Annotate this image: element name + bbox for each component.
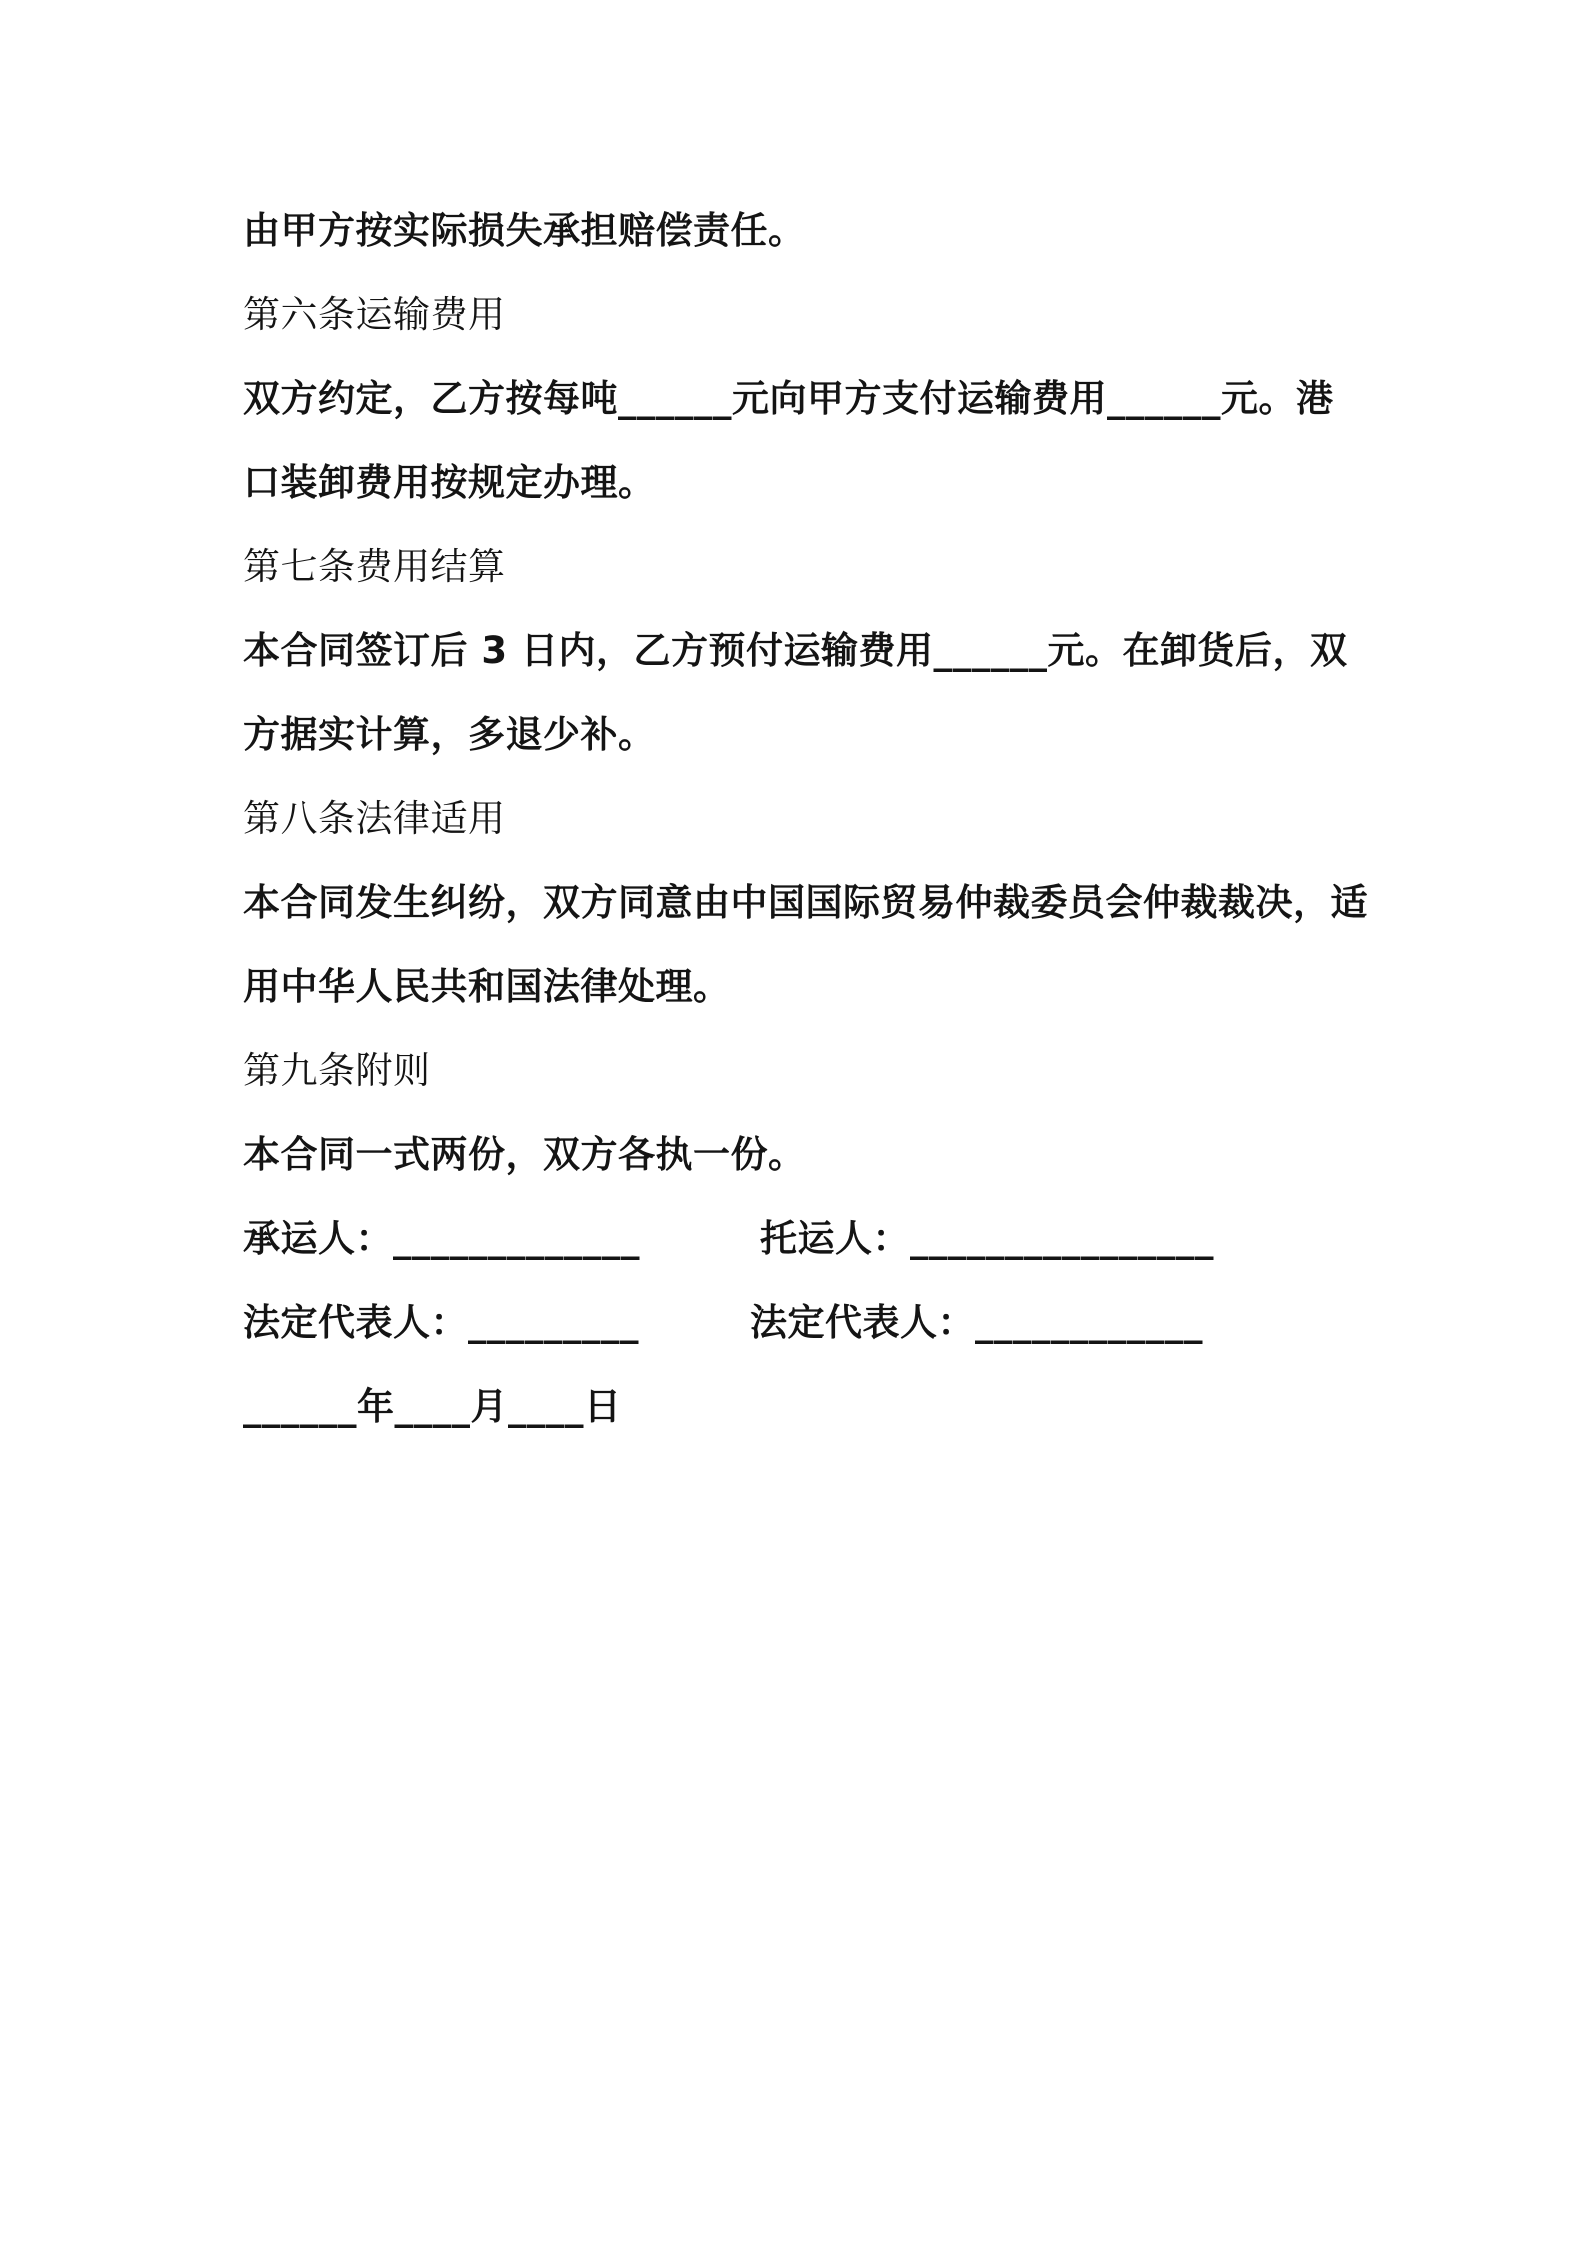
legal-rep-left-field: 法定代表人：_________ — [243, 1301, 639, 1344]
article-8-paragraph-line-1: 本合同发生纠纷，双方同意由中国国际贸易仲裁委员会仲裁裁决，适 — [243, 881, 1368, 924]
article-8-paragraph-line-2: 用中华人民共和国法律处理。 — [243, 965, 731, 1008]
legal-rep-right-field: 法定代表人：____________ — [750, 1301, 1203, 1344]
article-6-paragraph-line-1: 双方约定，乙方按每吨______元向甲方支付运输费用______元。港 — [243, 377, 1334, 420]
article-7-title: 第七条费用结算 — [243, 545, 506, 588]
date-field: ______年____月____日 — [243, 1385, 622, 1428]
article-8-title: 第八条法律适用 — [243, 797, 506, 840]
article-9-title: 第九条附则 — [243, 1049, 431, 1092]
shipper-signature-field: 托运人：________________ — [760, 1217, 1214, 1260]
article-9-paragraph: 本合同一式两份，双方各执一份。 — [243, 1133, 806, 1176]
article-6-paragraph-line-2: 口装卸费用按规定办理。 — [243, 461, 656, 504]
article-6-title: 第六条运输费用 — [243, 293, 506, 336]
article-7-paragraph-line-1: 本合同签订后 3 日内，乙方预付运输费用______元。在卸货后，双 — [243, 629, 1348, 672]
paragraph-liability-end: 由甲方按实际损失承担赔偿责任。 — [243, 209, 806, 252]
carrier-signature-field: 承运人：_____________ — [243, 1217, 640, 1260]
article-7-paragraph-line-2: 方据实计算，多退少补。 — [243, 713, 656, 756]
